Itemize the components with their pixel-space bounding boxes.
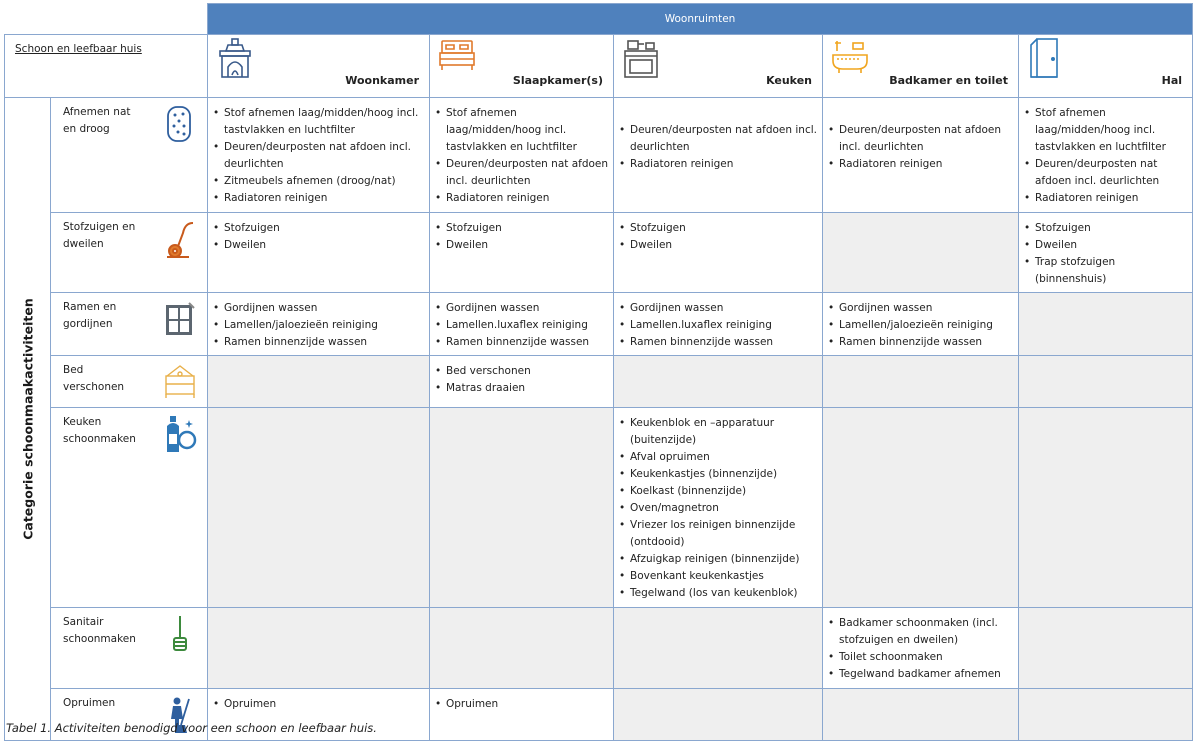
activity-item: • Bovenkant keukenkastjes xyxy=(618,568,818,585)
category-label: Ramen en gordijnen xyxy=(63,301,117,330)
activity-list xyxy=(827,615,1014,683)
cell-bed-keuken xyxy=(614,356,823,408)
room-header-hal xyxy=(1019,35,1193,98)
activity-item: • Matras draaien xyxy=(434,380,609,397)
category-afnemen xyxy=(51,98,208,213)
activity-item: • Vriezer los reinigen binnenzijde (ontdooid) xyxy=(618,517,818,551)
door-icon xyxy=(1027,37,1065,79)
cell-keuken-slaapkamer xyxy=(430,408,614,608)
cell-stofzuigen-woonkamer xyxy=(208,213,430,293)
cell-stofzuigen-keuken xyxy=(614,213,823,293)
room-header-slaapkamer xyxy=(430,35,614,98)
cell-opruimen-badkamer xyxy=(823,689,1019,741)
cell-bed-hal xyxy=(1019,356,1193,408)
activity-item: • Badkamer schoonmaken (incl. stofzuigen en dweilen) xyxy=(827,615,1014,649)
activity-list xyxy=(618,300,818,351)
activity-item: • Ramen binnenzijde wassen xyxy=(212,334,425,351)
cell-ramen-keuken xyxy=(614,293,823,356)
fireplace-icon xyxy=(216,37,254,79)
activity-item: • Bed verschonen xyxy=(434,363,609,380)
cell-ramen-woonkamer xyxy=(208,293,430,356)
activity-item: • Tegelwand (los van keukenblok) xyxy=(618,585,818,602)
activity-item: • Gordijnen wassen xyxy=(618,300,818,317)
room-label-woonkamer: Woonkamer xyxy=(345,74,419,87)
cell-bed-woonkamer xyxy=(208,356,430,408)
activity-item: • Radiatoren reinigen xyxy=(1023,190,1188,207)
cell-opruimen-slaapkamer xyxy=(430,689,614,741)
category-label: Afnemen nat en droog xyxy=(63,106,131,135)
activity-list xyxy=(212,696,425,713)
toilet-brush-icon xyxy=(163,614,197,656)
detergent-icon xyxy=(163,414,197,456)
activity-item: • Dweilen xyxy=(434,237,609,254)
activity-item: • Gordijnen wassen xyxy=(827,300,1014,317)
activity-list xyxy=(618,220,818,254)
category-keuken xyxy=(51,408,208,608)
room-label-hal: Hal xyxy=(1161,74,1183,87)
bed-outline-icon xyxy=(163,362,197,404)
activity-item: • Radiatoren reinigen xyxy=(434,190,609,207)
cell-sanitair-slaapkamer xyxy=(430,608,614,689)
activity-list xyxy=(434,105,609,207)
vacuum-cleaner-icon xyxy=(163,219,197,261)
cell-opruimen-keuken xyxy=(614,689,823,741)
activity-item: • Lamellen/jaloezieën reiniging xyxy=(212,317,425,334)
activity-item: • Lamellen/jaloezieën reiniging xyxy=(827,317,1014,334)
activity-list xyxy=(434,220,609,254)
activity-item: • Stofzuigen xyxy=(1023,220,1188,237)
activity-item: • Afzuigkap reinigen (binnenzijde) xyxy=(618,551,818,568)
activity-item: • Opruimen xyxy=(434,696,609,713)
activities-table xyxy=(4,3,1193,741)
category-vertical-header xyxy=(5,98,51,741)
activity-item: • Opruimen xyxy=(212,696,425,713)
activity-list xyxy=(434,696,609,713)
cell-afnemen-woonkamer xyxy=(208,98,430,213)
activity-item: • Stofzuigen xyxy=(618,220,818,237)
activity-item: • Ramen binnenzijde wassen xyxy=(618,334,818,351)
cell-sanitair-badkamer xyxy=(823,608,1019,689)
activity-item: • Gordijnen wassen xyxy=(212,300,425,317)
activity-item: • Deuren/deurposten nat afdoen incl. deurlichten xyxy=(434,156,609,190)
activity-item: • Oven/magnetron xyxy=(618,500,818,517)
activity-item: • Stof afnemen laag/midden/hoog incl. tastvlakken en luchtfilter xyxy=(212,105,425,139)
cell-stofzuigen-slaapkamer xyxy=(430,213,614,293)
cell-sanitair-hal xyxy=(1019,608,1193,689)
activity-item: • Stofzuigen xyxy=(434,220,609,237)
activity-item: • Radiatoren reinigen xyxy=(618,156,818,173)
activity-item: • Dweilen xyxy=(1023,237,1188,254)
cell-afnemen-badkamer xyxy=(823,98,1019,213)
activity-item: • Deuren/deurposten nat afdoen incl. deurlichten xyxy=(618,122,818,156)
activity-item: • Dweilen xyxy=(212,237,425,254)
cell-ramen-badkamer xyxy=(823,293,1019,356)
activity-list xyxy=(618,415,818,602)
activity-list xyxy=(434,363,609,397)
activity-item: • Lamellen.luxaflex reiniging xyxy=(434,317,609,334)
header-blank-corner xyxy=(5,4,208,35)
activity-list xyxy=(212,220,425,254)
activity-list xyxy=(827,300,1014,351)
activity-item: • Afval opruimen xyxy=(618,449,818,466)
activity-list xyxy=(212,105,425,207)
table-caption: Tabel 1. Activiteiten benodigd voor een schoon en leefbaar huis. xyxy=(6,721,377,735)
cell-keuken-badkamer xyxy=(823,408,1019,608)
activity-item: • Zitmeubels afnemen (droog/nat) xyxy=(212,173,425,190)
activity-list xyxy=(827,122,1014,173)
room-header-woonkamer xyxy=(208,35,430,98)
activity-item: • Dweilen xyxy=(618,237,818,254)
cell-sanitair-keuken xyxy=(614,608,823,689)
category-bed xyxy=(51,356,208,408)
activity-item: • Gordijnen wassen xyxy=(434,300,609,317)
category-label: Keuken schoonmaken xyxy=(63,416,136,445)
activity-item: • Lamellen.luxaflex reiniging xyxy=(618,317,818,334)
category-label: Bed verschonen xyxy=(63,364,125,393)
header-woonruimten: Woonruimten xyxy=(208,4,1193,35)
activity-item: • Deuren/deurposten nat afdoen incl. deurlichten xyxy=(827,122,1014,156)
cell-stofzuigen-badkamer xyxy=(823,213,1019,293)
category-ramen xyxy=(51,293,208,356)
room-label-keuken: Keuken xyxy=(766,74,812,87)
activity-item: • Stof afnemen laag/midden/hoog incl. tastvlakken en luchtfilter xyxy=(1023,105,1188,156)
activity-list xyxy=(212,300,425,351)
activity-item: • Radiatoren reinigen xyxy=(212,190,425,207)
table-caption-link[interactable]: Schoon en leefbaar huis xyxy=(5,35,208,98)
cell-bed-badkamer xyxy=(823,356,1019,408)
activity-item: • Keukenkastjes (binnenzijde) xyxy=(618,466,818,483)
activity-list xyxy=(434,300,609,351)
cell-keuken-hal xyxy=(1019,408,1193,608)
cell-ramen-slaapkamer xyxy=(430,293,614,356)
room-header-keuken xyxy=(614,35,823,98)
activity-item: • Stof afnemen laag/midden/hoog incl. tastvlakken en luchtfilter xyxy=(434,105,609,156)
category-label: Sanitair schoonmaken xyxy=(63,616,136,645)
room-label-slaapkamer: Slaapkamer(s) xyxy=(512,74,603,87)
activity-list xyxy=(1023,220,1188,288)
activity-item: • Deuren/deurposten nat afdoen incl. deurlichten xyxy=(1023,156,1188,190)
activity-item: • Trap stofzuigen (binnenshuis) xyxy=(1023,254,1188,288)
category-label: Stofzuigen en dweilen xyxy=(63,221,136,250)
activity-item: • Ramen binnenzijde wassen xyxy=(827,334,1014,351)
cell-sanitair-woonkamer xyxy=(208,608,430,689)
cell-keuken-keuken xyxy=(614,408,823,608)
cell-bed-slaapkamer xyxy=(430,356,614,408)
activity-item: • Deuren/deurposten nat afdoen incl. deurlichten xyxy=(212,139,425,173)
bathtub-icon xyxy=(831,37,869,79)
room-header-badkamer xyxy=(823,35,1019,98)
cell-afnemen-keuken xyxy=(614,98,823,213)
sponge-icon xyxy=(163,104,197,146)
activity-item: • Stofzuigen xyxy=(212,220,425,237)
cell-ramen-hal xyxy=(1019,293,1193,356)
bed-icon xyxy=(438,37,476,79)
cell-keuken-woonkamer xyxy=(208,408,430,608)
category-sanitair xyxy=(51,608,208,689)
activity-item: • Radiatoren reinigen xyxy=(827,156,1014,173)
activity-item: • Tegelwand badkamer afnemen xyxy=(827,666,1014,683)
activity-list xyxy=(1023,105,1188,207)
stove-icon xyxy=(622,37,660,79)
vertical-label: Categorie schoonmaakactiviteiten xyxy=(20,298,35,540)
category-label: Opruimen xyxy=(63,697,116,709)
cell-opruimen-hal xyxy=(1019,689,1193,741)
activity-item: • Ramen binnenzijde wassen xyxy=(434,334,609,351)
cell-afnemen-slaapkamer xyxy=(430,98,614,213)
cell-afnemen-hal xyxy=(1019,98,1193,213)
cell-stofzuigen-hal xyxy=(1019,213,1193,293)
activity-item: • Keukenblok en –apparatuur (buitenzijde) xyxy=(618,415,818,449)
activity-list xyxy=(618,122,818,173)
category-stofzuigen xyxy=(51,213,208,293)
room-label-badkamer: Badkamer en toilet xyxy=(889,74,1008,87)
activity-item: • Koelkast (binnenzijde) xyxy=(618,483,818,500)
activity-item: • Toilet schoonmaken xyxy=(827,649,1014,666)
window-icon xyxy=(163,299,197,341)
